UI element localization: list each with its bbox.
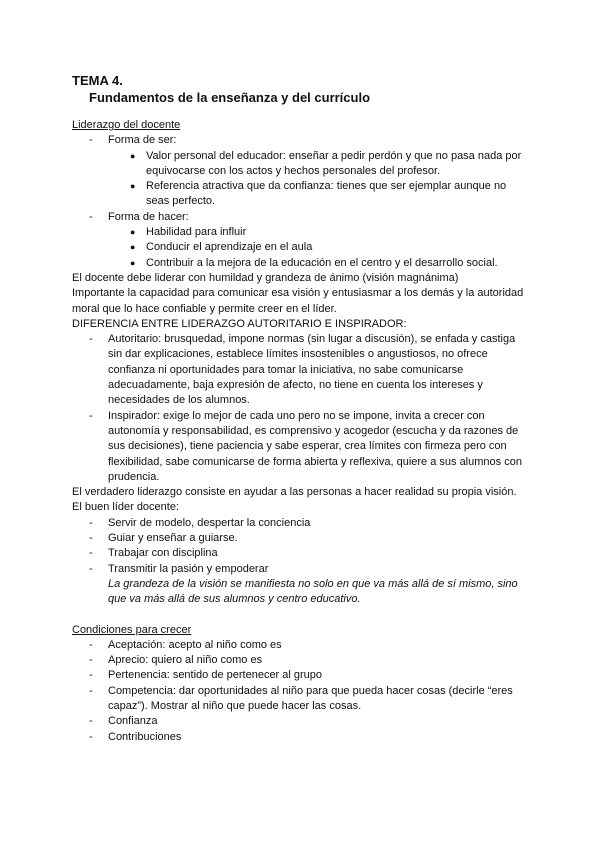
list-item: - Trabajar con disciplina <box>72 546 532 561</box>
paragraph: El buen líder docente: <box>72 501 180 514</box>
list-item: - Servir de modelo, despertar la conciencia <box>72 516 532 531</box>
dash-marker: - <box>89 669 93 682</box>
list-item: - Contribuciones <box>72 730 532 745</box>
dash-marker: - <box>89 210 93 223</box>
list-item-forma-hacer: - Forma de hacer: <box>72 210 532 225</box>
list-item: - Aprecio: quiero al niño como es <box>72 653 532 668</box>
section-heading-condiciones: Condiciones para crecer <box>72 623 192 636</box>
bullet-icon: ● <box>130 181 136 192</box>
list-item: - Transmitir la pasión y empoderar <box>72 562 532 577</box>
list-item-forma-ser: - Forma de ser: <box>72 133 532 148</box>
dash-marker: - <box>89 134 93 147</box>
paragraph: El verdadero liderazgo consiste en ayudar a las personas a hacer realidad su propia visión. <box>72 486 517 499</box>
list-item-autoritario: - Autoritario: brusquedad, impone normas (sin lugar a discusión), se enfada y castiga sin dar explicaciones, establece límites insostenibles o angustiosos, no ofrece confianza ni oportunidades para tomar la iniciativa, no sabe comunicarse adecuadamente, baja expresión de afecto, no tiene en cuenta los intereses y necesidades de los alumnos. <box>89 333 516 407</box>
list-item: - Aceptación: acepto al niño como es <box>72 638 532 653</box>
document-page <box>72 72 532 745</box>
dash-marker: - <box>89 638 93 651</box>
bullet-item: ● Referencia atractiva que da confianza: tienes que ser ejemplar aunque no seas perfecto. <box>130 180 507 208</box>
list-item-inspirador: - Inspirador: exige lo mejor de cada uno pero no se impone, invita a crecer con autonomía y responsabilidad, es comprensivo y acogedor (escucha y da razones de sus decisiones), tiene paciencia y sabe esperar, crea límites con firmeza pero con flexibilidad, sabe comunicarse de forma abierta y reflexiva, quiere a sus alumnos con prudencia. <box>89 409 522 483</box>
dash-marker: - <box>89 333 93 346</box>
spacer <box>72 608 532 623</box>
quote-text: La grandeza de la visión se manifiesta no solo en que va más allá de sí mismo, sino que va más allá de sus alumnos y centro educativo. <box>108 577 518 606</box>
list-item: - Confianza <box>72 714 532 729</box>
dash-marker: - <box>89 532 93 545</box>
paragraph: El docente debe liderar con humildad y grandeza de ánimo (visión magnánima) <box>72 271 459 284</box>
dash-marker: - <box>89 547 93 560</box>
bullet-icon: ● <box>130 257 136 268</box>
bullet-icon: ● <box>130 150 136 161</box>
bullet-item: ● Conducir el aprendizaje en el aula <box>72 240 532 255</box>
bullet-item: ● Habilidad para influir <box>72 225 532 240</box>
bullet-item: ● Valor personal del educador: enseñar a pedir perdón y que no pasa nada por equivocarse con los actos y hechos personales del profesor. <box>130 149 522 177</box>
doc-subtitle: Fundamentos de la enseñanza y del currículo <box>89 90 371 105</box>
dash-marker: - <box>89 730 93 743</box>
dash-marker: - <box>89 654 93 667</box>
bullet-item: ● Contribuir a la mejora de la educación en el centro y el desarrollo social. <box>72 256 532 271</box>
dash-marker: - <box>89 562 93 575</box>
list-item: - Guiar y enseñar a guiarse. <box>72 531 532 546</box>
list-item: - Competencia: dar oportunidades al niño para que pueda hacer cosas (decirle “eres capaz”). Mostrar al niño que puede hacer las cosas. <box>89 684 513 712</box>
bullet-icon: ● <box>130 242 136 253</box>
dash-marker: - <box>89 409 93 422</box>
subheading-diferencia: DIFERENCIA ENTRE LIDERAZGO AUTORITARIO E INSPIRADOR: <box>72 317 407 330</box>
list-item: - Pertenencia: sentido de pertenecer al grupo <box>72 668 532 683</box>
paragraph: Importante la capacidad para comunicar esa visión y entusiasmar a los demás y la autoridad moral que lo hace confiable y permite creer en el líder. <box>72 287 524 315</box>
bullet-icon: ● <box>130 227 136 238</box>
dash-marker: - <box>89 516 93 529</box>
doc-title: TEMA 4. <box>72 73 123 88</box>
dash-marker: - <box>89 715 93 728</box>
section-heading-liderazgo: Liderazgo del docente <box>72 119 181 131</box>
dash-marker: - <box>89 684 93 697</box>
